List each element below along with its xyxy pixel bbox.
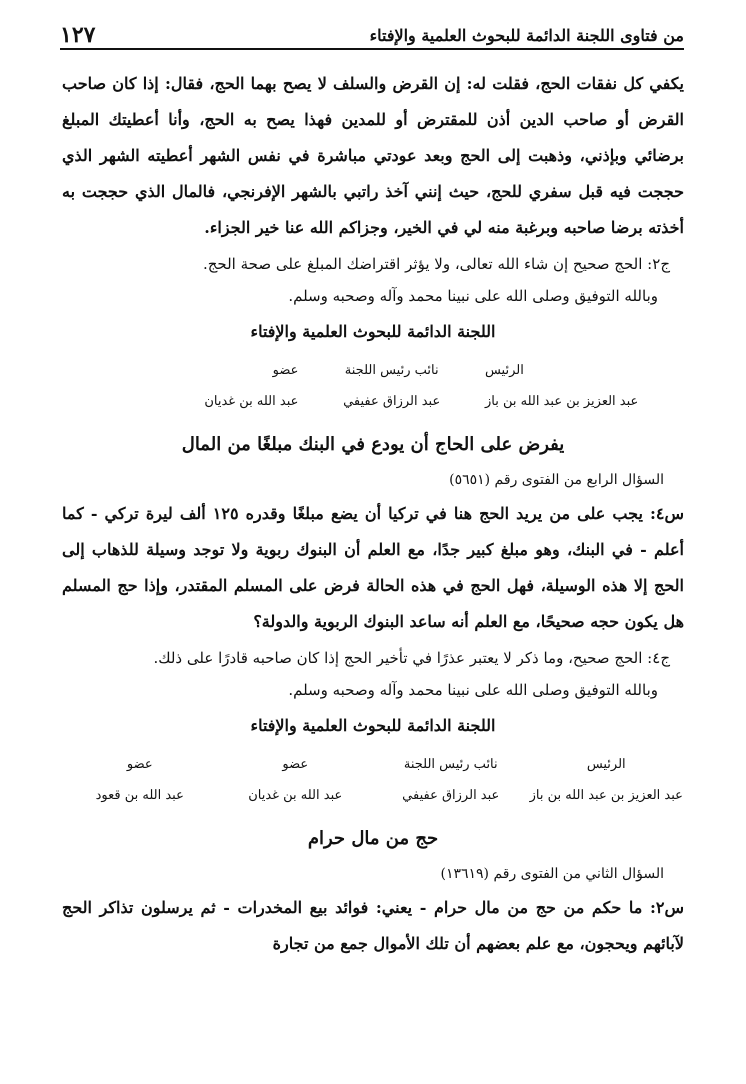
- question-paragraph: س٢: ما حكم من حج من مال حرام - يعني: فوائد بيع المخدرات - ثم يرسلون تذاكر الحج لآبائهم ويحجون، مع علم بعضهم أن تلك الأموال جمع من تجارة: [62, 898, 684, 953]
- page-number: ١٢٧: [60, 22, 96, 48]
- signatory-name: عبد الرزاق عفيفي: [343, 394, 441, 409]
- signatory: [62, 750, 218, 812]
- question-reference: السؤال الرابع من الفتوى رقم (٥٦٥١): [449, 472, 664, 488]
- signatory: [218, 750, 374, 812]
- page-header: [60, 18, 684, 50]
- signatures-block: [62, 750, 684, 812]
- answer-paragraph: ج٤: الحج صحيح، وما ذكر لا يعتبر عذرًا في تأخير الحج إذا كان صاحبه قادرًا على ذلك.: [153, 649, 670, 667]
- section-heading: يفرض على الحاج أن يودع في البنك مبلغًا من المال: [181, 434, 565, 455]
- signatory-title: عضو: [272, 363, 299, 378]
- closing-formula: وبالله التوفيق وصلى الله على نبينا محمد وآله وصحبه وسلم.: [288, 681, 658, 699]
- signatory: [485, 356, 684, 418]
- signatory-name: عبد العزيز بن عبد الله بن باز: [484, 394, 639, 409]
- committee-name: اللجنة الدائمة للبحوث العلمية والإفتاء: [250, 716, 496, 735]
- question-reference: السؤال الثاني من الفتوى رقم (١٣٦١٩): [440, 866, 664, 882]
- signatory-title: نائب رئيس اللجنة: [344, 363, 439, 378]
- signatory-name: عبد الله بن غديان: [204, 394, 299, 409]
- committee-name: اللجنة الدائمة للبحوث العلمية والإفتاء: [250, 322, 496, 341]
- signatory-title: نائب رئيس اللجنة: [403, 757, 498, 772]
- signatory: [298, 356, 485, 418]
- answer-paragraph: ج٢: الحج صحيح إن شاء الله تعالى، ولا يؤثر اقتراضك المبلغ على صحة الحج.: [202, 255, 670, 273]
- signatory-name: عبد الله بن قعود: [95, 788, 184, 803]
- section-heading: حج من مال حرام: [307, 828, 439, 849]
- signatory-title: الرئيس: [484, 363, 524, 378]
- closing-formula: وبالله التوفيق وصلى الله على نبينا محمد وآله وصحبه وسلم.: [288, 287, 658, 305]
- running-title: من فتاوى اللجنة الدائمة للبحوث العلمية والإفتاء: [369, 26, 684, 45]
- signatory-title: عضو: [126, 757, 153, 772]
- signatory-name: عبد العزيز بن عبد الله بن باز: [529, 788, 683, 803]
- signatory: [529, 750, 685, 812]
- question-continuation: يكفي كل نفقات الحج، فقلت له: إن القرض والسلف لا يصح بهما الحج، فقال: إذا كان صاحب القرض أو صاحب الدين أذن للمقترض أو للمدين فهذا يصح به الحج، وأنا أعطيتك المبلغ برضائي وبإذني، وذهبت إلى الحج وبعد عودتي مباشرة في نفس الشهر أعطيته الشهر الذي حججت فيه قبل سفري للحج، حيث إنني آخذ راتبي بالشهر الإفرنجي، فالمال الذي حججت به أخذته برضا صاحبه وبرغبة منه لي في الخير، وجزاكم الله عنا خير الجزاء.: [62, 74, 684, 237]
- signatory-title: عضو: [282, 757, 309, 772]
- signatory-title: الرئيس: [586, 757, 626, 772]
- signatory: [62, 356, 298, 418]
- signatures-block: [62, 356, 684, 418]
- signatory: [373, 750, 529, 812]
- question-paragraph: س٤: يجب على من يريد الحج هنا في تركيا أن يضع مبلغًا وقدره ١٢٥ ألف ليرة تركي - كما أعلم - في البنك، وهو مبلغ كبير جدًا، مع العلم أن البنوك ربوية ولا توجد وسيلة للذهاب إلى الحج إلا هذه الوسيلة، فهل الحج في هذه الحالة فرض على المسلم المقتدر، وإذا حج المسلم هل يكون حجه صحيحًا، مع العلم أنه ساعد البنوك الربوية والدولة؟: [62, 504, 685, 631]
- signatory-name: عبد الله بن غديان: [248, 788, 343, 803]
- signatory-name: عبد الرزاق عفيفي: [402, 788, 500, 803]
- page-content: [62, 66, 684, 962]
